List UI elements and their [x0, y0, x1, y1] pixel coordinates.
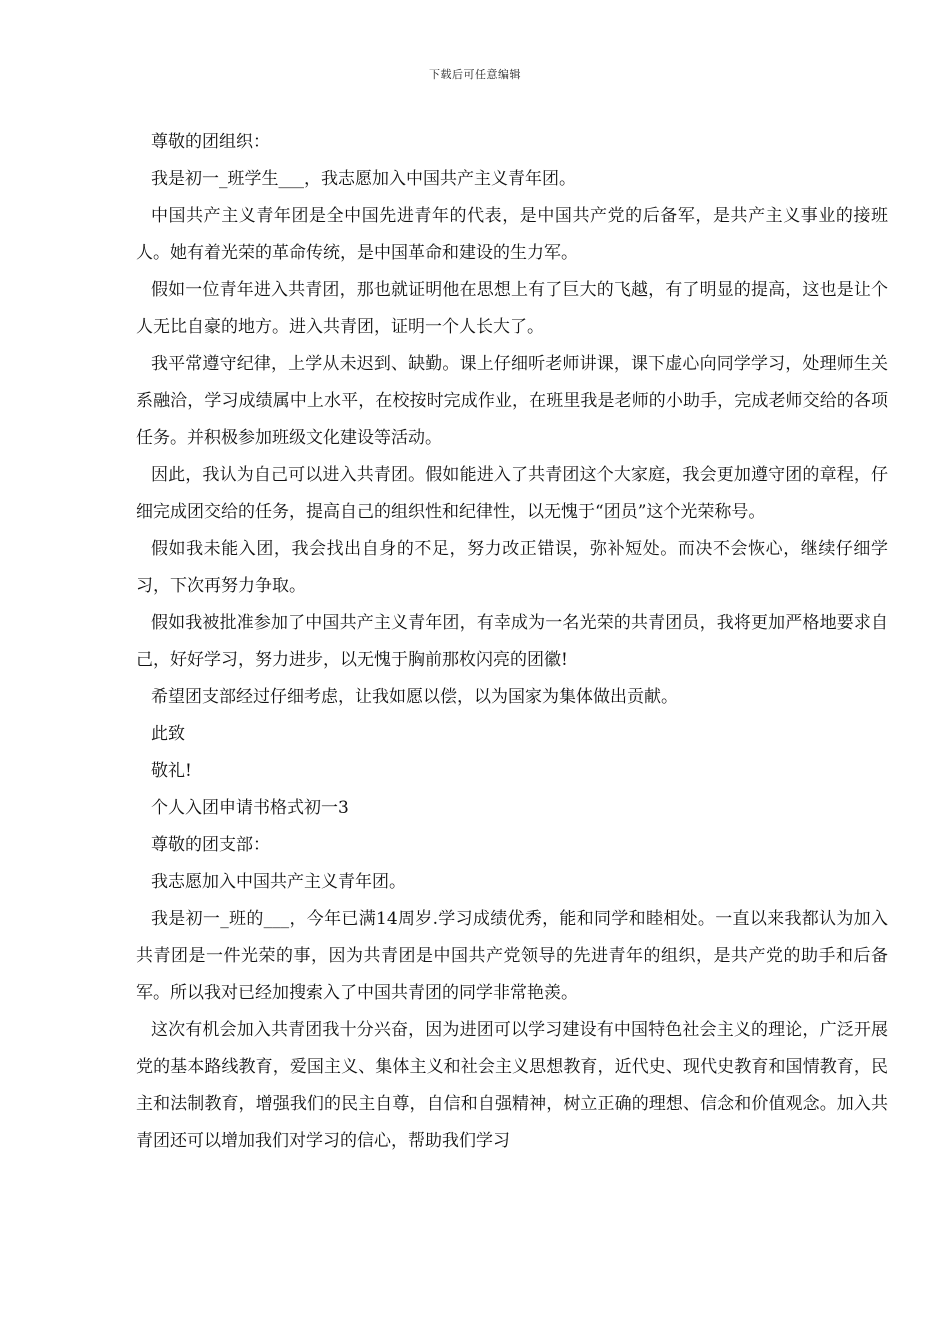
closing-line: 此致	[151, 724, 185, 744]
page-header: 下载后可任意编辑	[429, 68, 521, 81]
paragraph: 假如我被批准参加了中国共产主义青年团，有幸成为一名光荣的共青团员，我将更加严格地要求自己，好好学习，努力进步，以无愧于胸前那枚闪亮的团徽!	[136, 613, 888, 670]
paragraph: 假如我未能入团，我会找出自身的不足，努力改正错误，弥补短处。而决不会恢心，继续仔细学习，下次再努力争取。	[136, 539, 888, 596]
section-title: 个人入团申请书格式初一3	[151, 798, 349, 818]
paragraph: 我是初一_班学生___，我志愿加入中国共产主义青年团。	[151, 169, 576, 189]
paragraph: 我平常遵守纪律，上学从未迟到、缺勤。课上仔细听老师讲课，课下虚心向同学学习，处理师生关系融洽，学习成绩属中上水平，在校按时完成作业，在班里我是老师的小助手，完成老师交给的各项任务。并积极参加班级文化建设等活动。	[136, 354, 888, 448]
salutation: 尊敬的团支部：	[151, 835, 270, 855]
paragraph: 希望团支部经过仔细考虑，让我如愿以偿，以为国家为集体做出贡献。	[151, 687, 678, 707]
document-body	[136, 124, 888, 1160]
salutation: 尊敬的团组织：	[151, 132, 270, 152]
closing-line: 敬礼!	[151, 761, 192, 781]
paragraph: 中国共产主义青年团是全中国先进青年的代表，是中国共产党的后备军，是共产主义事业的接班人。她有着光荣的革命传统，是中国革命和建设的生力军。	[136, 206, 888, 263]
paragraph: 我志愿加入中国共产主义青年团。	[151, 872, 406, 892]
paragraph: 这次有机会加入共青团我十分兴奋，因为进团可以学习建设有中国特色社会主义的理论，广泛开展党的基本路线教育，爱国主义、集体主义和社会主义思想教育，近代史、现代史教育和国情教育，民主和法制教育，增强我们的民主自尊，自信和自强精神，树立正确的理想、信念和价值观念。加入共青团还可以增加我们对学习的信心，帮助我们学习	[136, 1020, 888, 1151]
paragraph: 因此，我认为自己可以进入共青团。假如能进入了共青团这个大家庭，我会更加遵守团的章程，仔细完成团交给的任务，提高自己的组织性和纪律性，以无愧于“团员”这个光荣称号。	[136, 465, 888, 522]
paragraph: 我是初一_班的___，今年已满14周岁.学习成绩优秀，能和同学和睦相处。一直以来我都认为加入共青团是一件光荣的事，因为共青团是中国共产党领导的先进青年的组织，是共产党的助手和后备军。所以我对已经加搜索入了中国共青团的同学非常艳羡。	[136, 909, 888, 1003]
paragraph: 假如一位青年进入共青团，那也就证明他在思想上有了巨大的飞越，有了明显的提高，这也是让个人无比自豪的地方。进入共青团，证明一个人长大了。	[136, 280, 888, 337]
